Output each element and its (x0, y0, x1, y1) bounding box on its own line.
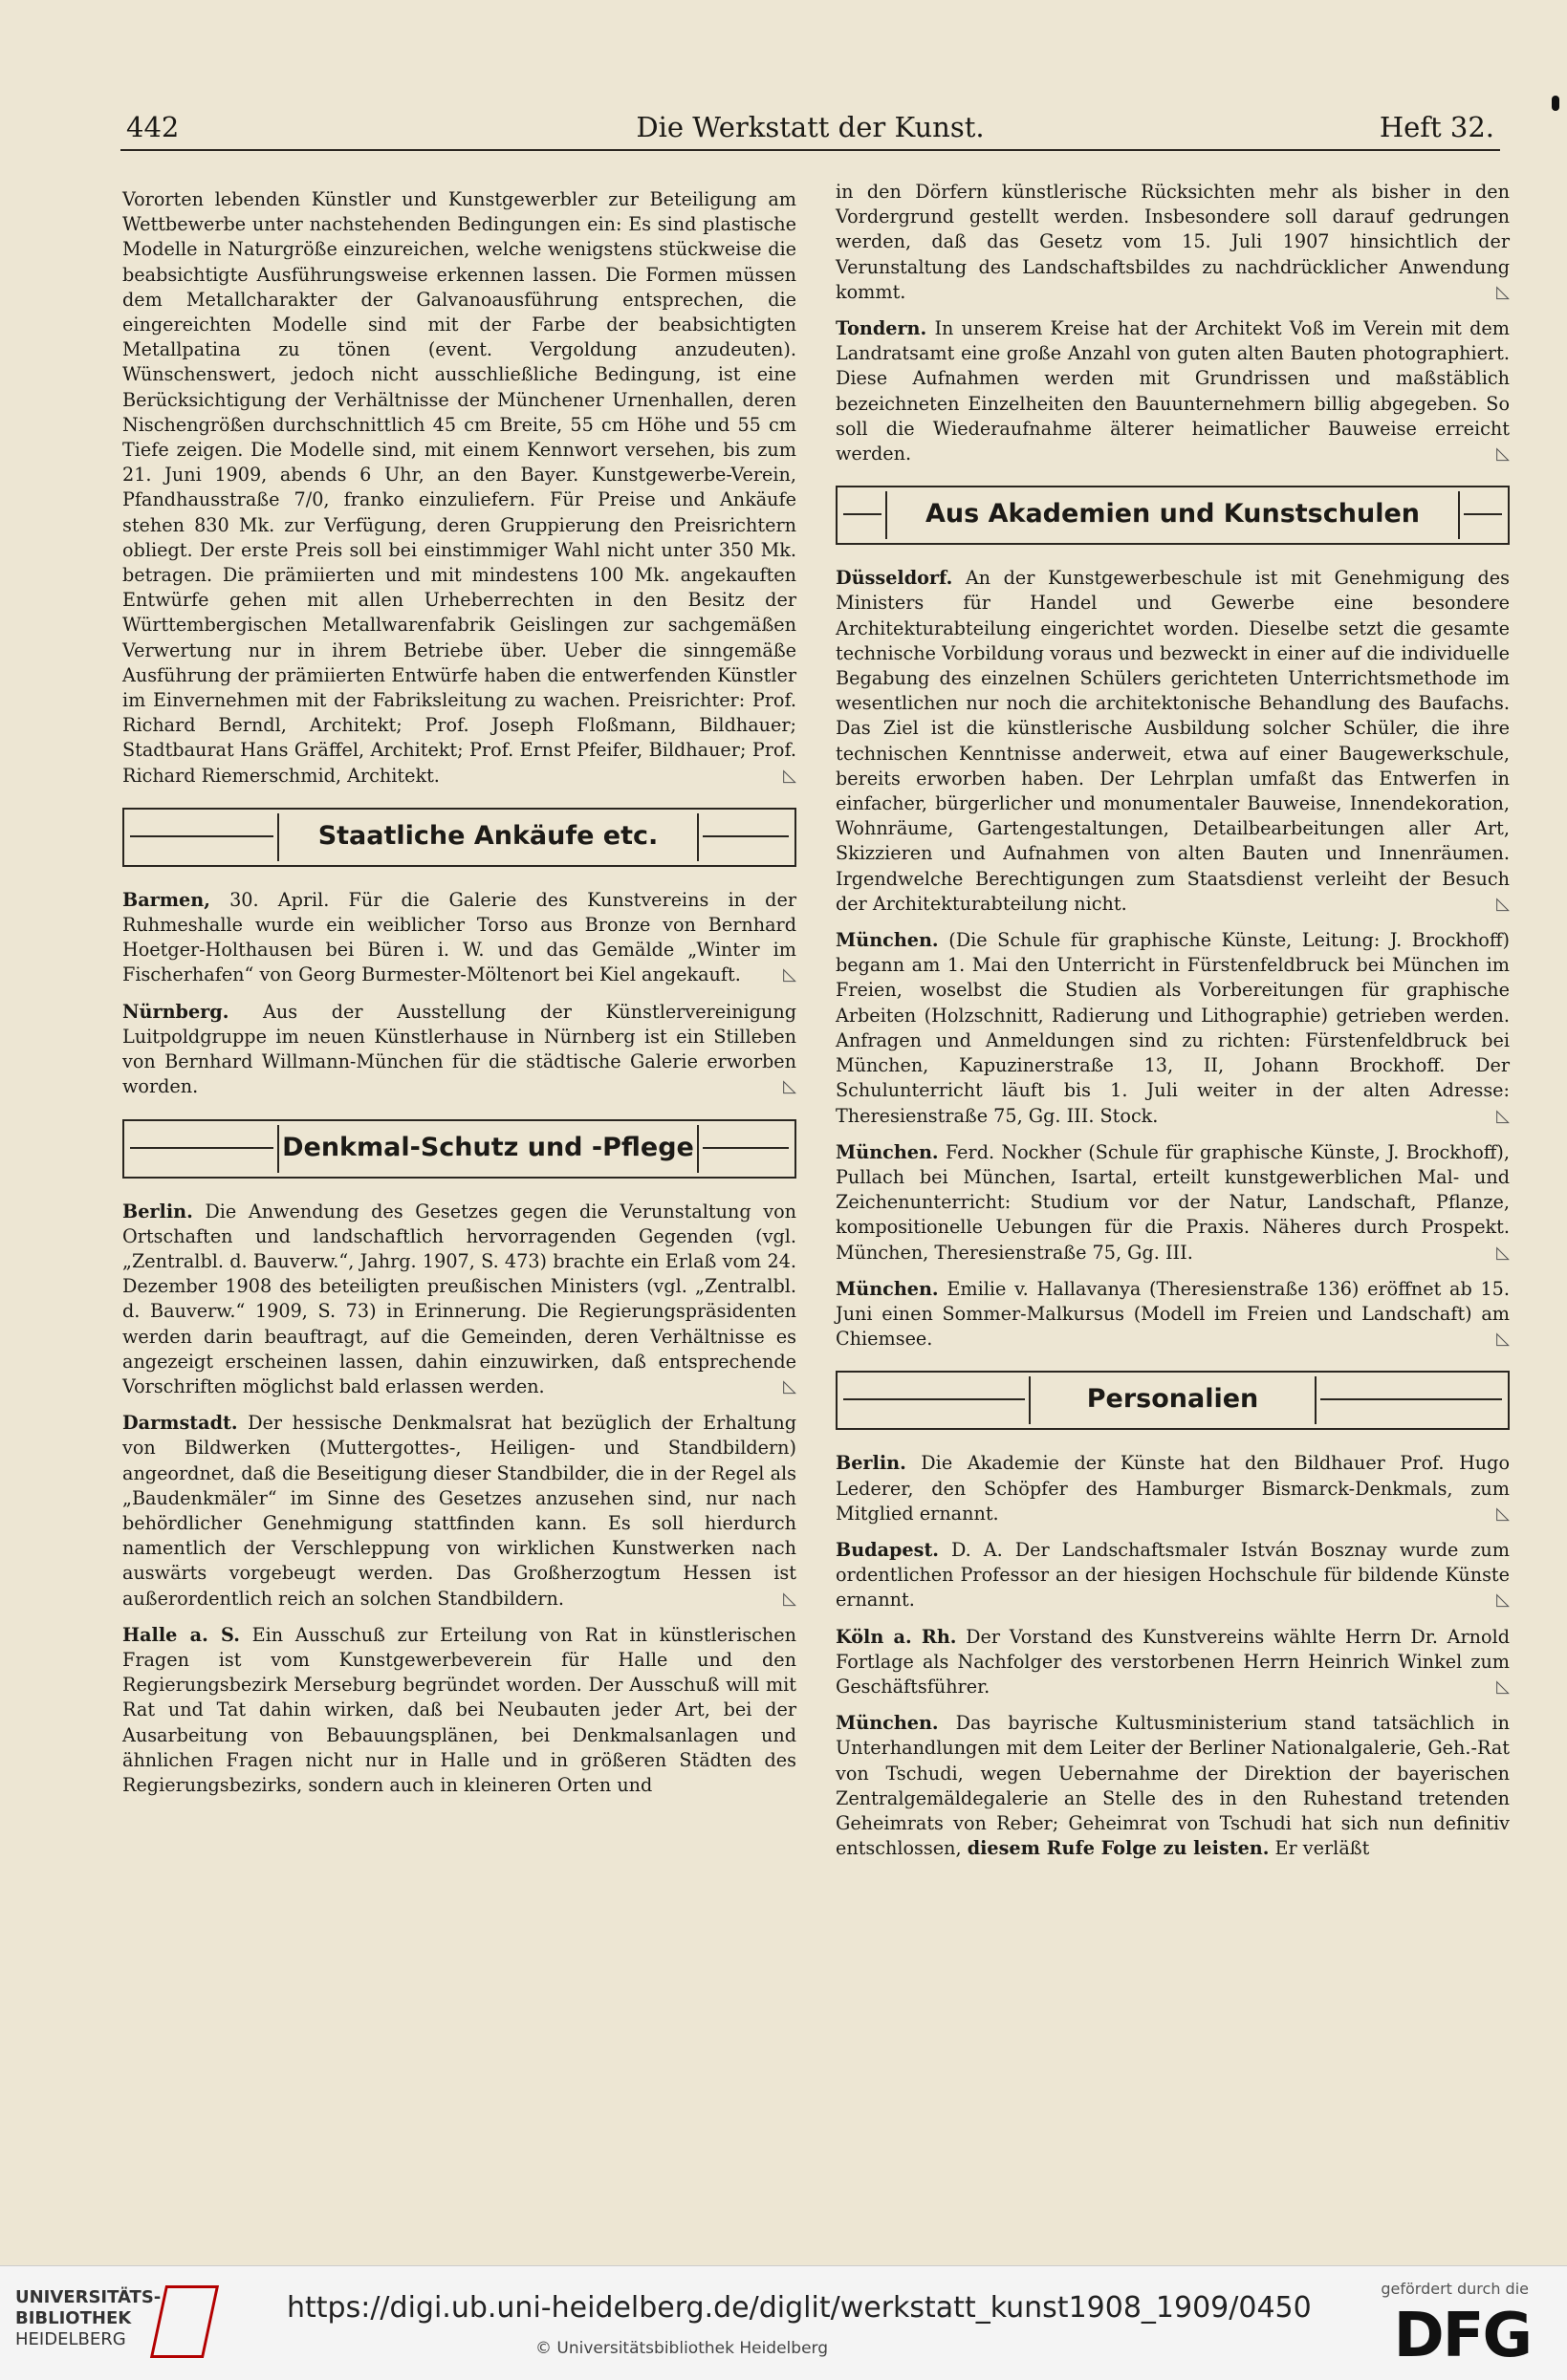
end-mark-icon: ◺ (783, 964, 796, 985)
dfg-logo: DFG (1393, 2301, 1531, 2371)
article-paragraph: Tondern. In unserem Kreise hat der Architekt Voß im Verein mit dem Landratsamt eine große Anzahl von guten alten Bauten photographiert. Diese Aufnahmen werden mit Grundrissen und maßstäblich bezeichneten Einzelheiten den Bauunternehmern billig abgegeben. So soll die Wiederaufnahme älterer heimatlicher Bauweise erreicht werden. ◺ (836, 316, 1510, 466)
article-paragraph: Berlin. Die Anwendung des Gesetzes gegen die Verunstaltung von Ortschaften und landschaftlich hervorragenden Gegenden (vgl. „Zentralbl. d. Bauverw.“, Jahrg. 1907, S. 473) brachte ein Erlaß vom 24. Dezember 1908 des beteiligten preußischen Ministers (vgl. „Zentralbl. d. Bauverw.“ 1909, S. 73) in Erinnerung. Die Regierungspräsidenten werden darin beauftragt, auf die Gemeinden, deren Verhältnisse es angezeigt erscheinen lassen, dahin einzuwirken, daß entsprechende Vorschriften möglichst bald erlassen werden. ◺ (122, 1200, 796, 1400)
article-paragraph: Düsseldorf. An der Kunstgewerbeschule ist mit Genehmigung des Ministers für Handel und Gewerbe eine besondere Architekturabteilung eingerichtet worden. Dieselbe setzt die gesamte technische Vorbildung voraus und bezweckt in einer auf die individuelle Begabung des einzelnen Schülers gerichteten Unterrichtsmethode im wesentlichen nur noch die architektonische Behandlung des Baufachs. Das Ziel ist die künstlerische Ausbildung solcher Schüler, die ihre technischen Kenntnisse anderweit, etwa auf einer Baugewerkschule, bereits erworben haben. Der Lehrplan umfaßt das Entwerfen in einfacher, bürgerlicher und monumentaler Bauweise, Innendekoration, Wohnräume, Gartengestaltungen, Detailbearbeitungen aller Art, Skizzieren und Aufnahmen von alten Bauten und Innenräumen. Irgendwelche Berechtigungen zum Staatsdienst verleiht der Besuch der Architekturabteilung nicht. ◺ (836, 566, 1510, 917)
article-paragraph: Barmen, 30. April. Für die Galerie des Kunstvereins in der Ruhmeshalle wurde ein weiblicher Torso aus Bronze von Bernhard Hoetger-Holthausen bei Büren i. W. und das Gemälde „Winter im Fischerhafen“ von Georg Burmester-Möltenort bei Kiel angekauft. ◺ (122, 888, 796, 988)
page-number: 442 (126, 111, 180, 143)
copyright-notice: © Universitätsbibliothek Heidelberg (535, 2339, 829, 2358)
right-column (836, 180, 1510, 1872)
article-paragraph: Nürnberg. Aus der Ausstellung der Künstlervereinigung Luitpoldgruppe im neuen Künstlerhause in Nürnberg ist ein Stilleben von Bernhard Willmann-München für die städtische Galerie erworben worden. ◺ (122, 1000, 796, 1100)
end-mark-icon: ◺ (1496, 281, 1510, 302)
section-title: Aus Akademien und Kunstschulen (885, 491, 1460, 539)
viewer-footer (0, 2265, 1567, 2380)
end-mark-icon: ◺ (783, 765, 796, 786)
left-column (122, 187, 796, 1809)
section-title: Denkmal-Schutz und -Pflege (277, 1125, 699, 1173)
running-header (120, 107, 1500, 151)
end-mark-icon: ◺ (783, 1375, 796, 1396)
end-mark-icon: ◺ (1496, 893, 1510, 914)
end-mark-icon: ◺ (1496, 1105, 1510, 1126)
journal-title: Die Werkstatt der Kunst. (636, 111, 985, 143)
end-mark-icon: ◺ (1496, 1242, 1510, 1263)
section-heading (836, 486, 1510, 545)
section-heading (122, 808, 796, 867)
end-mark-icon: ◺ (1496, 444, 1510, 465)
article-paragraph: Budapest. D. A. Der Landschaftsmaler István Bosznay wurde zum ordentlichen Professor an der hiesigen Hochschule für bildende Künste ernannt. ◺ (836, 1538, 1510, 1613)
funding-label: gefördert durch die (1381, 2280, 1529, 2298)
article-paragraph: Vororten lebenden Künstler und Kunstgewerbler zur Beteiligung am Wettbewerbe unter nachstehenden Bedingungen ein: Es sind plastische Modelle in Naturgröße einzureichen, welche wenigstens stückweise die beabsichtigte Ausführungsweise erkennen lassen. Die Formen müssen dem Metallcharakter der Galvanoausführung entsprechen, die eingereichten Modelle sind mit der Farbe der beabsichtigten Metallpatina zu tönen (event. Vergoldung anzudeuten). Wünschenswert, jedoch nicht ausschließliche Bedingung, ist eine Berücksichtigung der Verhältnisse der Münchener Urnenhallen, deren Nischengrößen durchschnittlich 45 cm Breite, 55 cm Höhe und 55 cm Tiefe zeigen. Die Modelle sind, mit einem Kennwort versehen, bis zum 21. Juni 1909, abends 6 Uhr, an den Bayer. Kunstgewerbe-Verein, Pfandhausstraße 7/0, franko einzuliefern. Für Preise und Ankäufe stehen 830 Mk. zur Verfügung, deren Gruppierung den Preisrichtern obliegt. Der erste Preis soll bei einstimmiger Wahl nicht unter 350 Mk. betragen. Die prämiierten und mit mindestens 100 Mk. angekauften Entwürfe gehen mit allen Urheberrechten in den Besitz der Württembergischen Metallwarenfabrik Geislingen zur sachgemäßen Verwertung nur in ihrem Betriebe über. Ueber die sinngemäße Ausführung der prämiierten Entwürfe haben die entwerfenden Künstler im Einvernehmen mit der Fabriksleitung zu wachen. Preisrichter: Prof. Richard Berndl, Architekt; Prof. Joseph Floßmann, Bildhauer; Stadtbaurat Hans Gräffel, Architekt; Prof. Ernst Pfeifer, Bildhauer; Prof. Richard Riemerschmid, Architekt. ◺ (122, 187, 796, 789)
article-paragraph: Halle a. S. Ein Ausschuß zur Erteilung von Rat in künstlerischen Fragen ist vom Kunstgewerbeverein für Halle und den Regierungsbezirk Merseburg begründet worden. Der Ausschuß will mit Rat und Tat dahin wirken, daß bei Neubauten jeder Art, bei der Ausarbeitung von Bebauungsplänen, bei Denkmalsanlagen und ähnlichen Fragen nicht nur in Halle und in größeren Städten des Regierungsbezirks, sondern auch in kleineren Orten und (122, 1623, 796, 1796)
section-heading (122, 1119, 796, 1179)
article-paragraph: München. Ferd. Nockher (Schule für graphische Künste, J. Brockhoff), Pullach bei München, Isartal, erteilt kunstgewerblichen Mal- und Zeichenunterricht: Studium vor der Natur, Landschaft, Pflanze, kompositionelle Uebungen für die Praxis. Näheres durch Prospekt. München, Theresienstraße 75, Gg. III. ◺ (836, 1140, 1510, 1266)
article-paragraph: Darmstadt. Der hessische Denkmalsrat hat bezüglich der Erhaltung von Bildwerken (Muttergottes-, Heiligen- und Standbildern) angeordnet, daß die Beseitigung dieser Standbilder, die in der Regel als „Baudenkmäler“ im Sinne des Gesetzes anzusehen sind, nur nach behördlicher Genehmigung stattfinden kann. Es soll hierdurch namentlich der Verschleppung von wirklichen Kunstwerken nach auswärts vorgebeugt werden. Das Großherzogtum Hessen ist außerordentlich reich an solchen Standbildern. ◺ (122, 1411, 796, 1612)
end-mark-icon: ◺ (1496, 1329, 1510, 1350)
section-heading (836, 1371, 1510, 1430)
article-paragraph: München. Emilie v. Hallavanya (Theresienstraße 136) eröffnet ab 15. Juni einen Sommer-Malkursus (Modell im Freien und Landschaft) am Chiemsee. ◺ (836, 1277, 1510, 1352)
article-paragraph: in den Dörfern künstlerische Rücksichten mehr als bisher in den Vordergrund gestellt werden. Insbesondere soll darauf gedrungen werden, daß das Gesetz vom 15. Juli 1907 hinsichtlich der Verunstaltung des Landschaftsbildes zu nachdrücklicher Anwendung kommt. ◺ (836, 180, 1510, 305)
section-title: Personalien (1029, 1376, 1317, 1424)
edge-mark (1552, 96, 1559, 111)
article-paragraph: Berlin. Die Akademie der Künste hat den Bildhauer Prof. Hugo Lederer, den Schöpfer des Hamburger Bismarck-Denkmals, zum Mitglied ernannt. ◺ (836, 1451, 1510, 1526)
section-title: Staatliche Ankäufe etc. (277, 813, 699, 861)
permalink-url[interactable]: https://digi.ub.uni-heidelberg.de/diglit/werkstatt_kunst1908_1909/0450 (287, 2291, 1312, 2325)
end-mark-icon: ◺ (1496, 1590, 1510, 1611)
end-mark-icon: ◺ (783, 1076, 796, 1097)
issue-number: Heft 32. (1379, 111, 1494, 143)
article-paragraph: München. Das bayrische Kultusministerium stand tatsächlich in Unterhandlungen mit dem Leiter der Berliner Nationalgalerie, Geh.-Rat von Tschudi, wegen Uebernahme der Direktion der bayerischen Zentralgemäldegalerie an Stelle des in den Ruhestand tretenden Geheimrats von Reber; Geheimrat von Tschudi hat sich nun definitiv entschlossen, diesem Rufe Folge zu leisten. Er verläßt (836, 1712, 1510, 1860)
end-mark-icon: ◺ (1496, 1503, 1510, 1524)
article-paragraph: Köln a. Rh. Der Vorstand des Kunstvereins wählte Herrn Dr. Arnold Fortlage als Nachfolger des verstorbenen Herrn Heinrich Winkel zum Geschäftsführer. ◺ (836, 1625, 1510, 1700)
library-logo: UNIVERSITÄTS- BIBLIOTHEK HEIDELBERG (15, 2287, 162, 2349)
end-mark-icon: ◺ (783, 1588, 796, 1609)
article-paragraph: München. (Die Schule für graphische Künste, Leitung: J. Brockhoff) begann am 1. Mai den Unterricht in Fürstenfeldbruck bei München im Freien, woselbst die Studien als Vorbereitungen für graphische Arbeiten (Holzschnitt, Radierung und Lithographie) getrieben werden. Anfragen und Anmeldungen sind zu richten: Fürstenfeldbruck bei München, Kapuzinerstraße 13, II, Johann Brockhoff. Der Schulunterricht läuft bis 1. Juli weiter in der alten Adresse: Theresienstraße 75, Gg. III. Stock. ◺ (836, 928, 1510, 1129)
end-mark-icon: ◺ (1496, 1676, 1510, 1697)
